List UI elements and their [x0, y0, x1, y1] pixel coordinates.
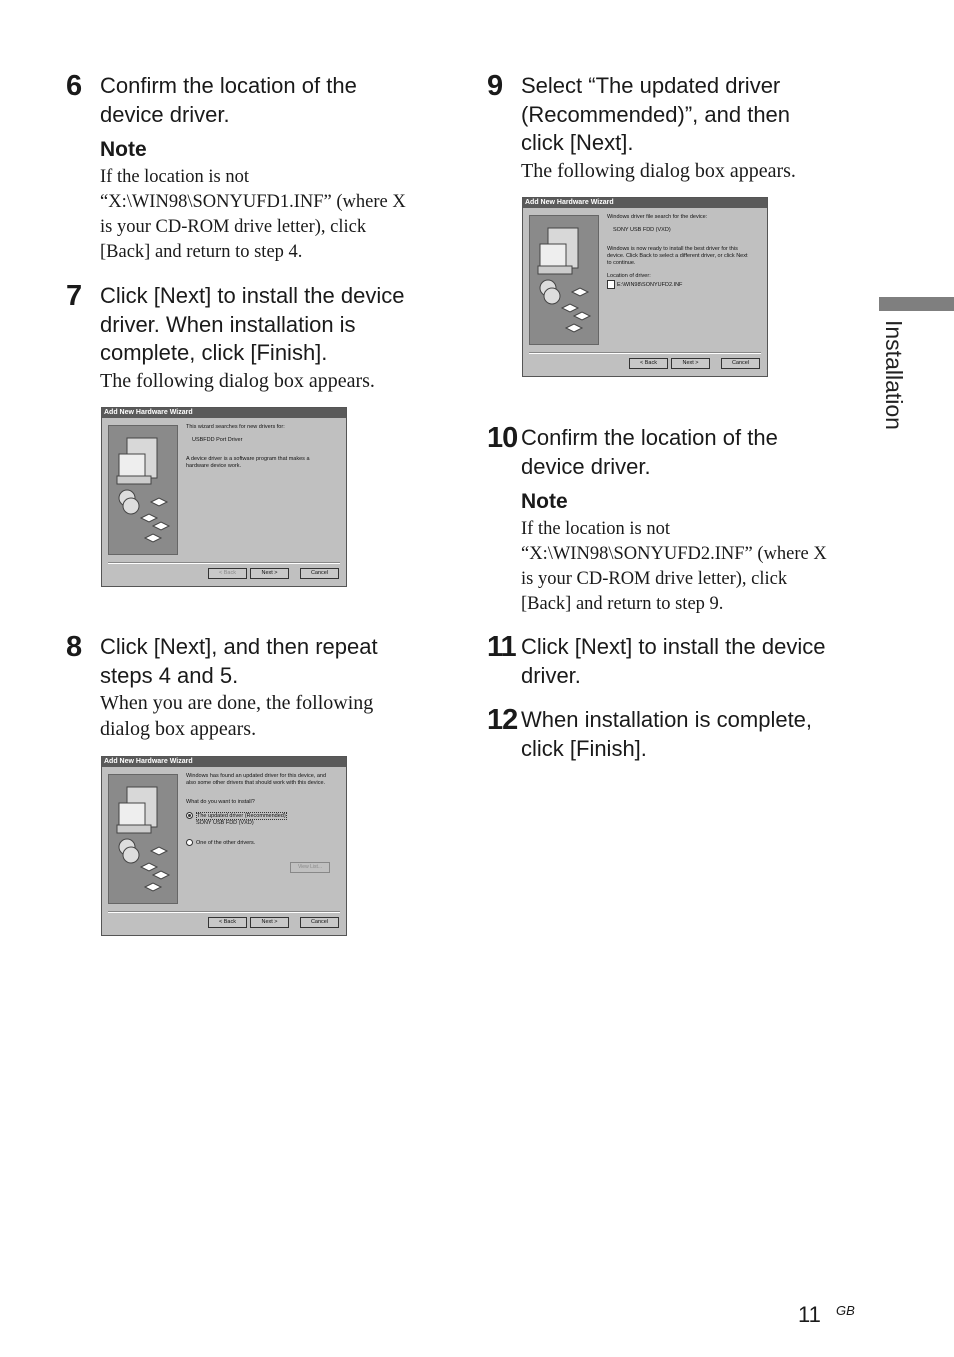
computer-illustration-icon	[529, 215, 599, 345]
divider	[108, 562, 340, 564]
step-body: The following dialog box appears.	[521, 159, 796, 182]
step-number: 7	[66, 280, 82, 312]
cancel-button[interactable]: Cancel	[300, 568, 339, 579]
page-number: 11	[798, 1302, 821, 1327]
step-heading: Click [Next] to install the device driver. When installation is complete, click [Finish].	[100, 283, 405, 365]
dialog-content: Windows driver file search for the device: SONY USB FDD (VXD) Windows is now ready to install the best driver for this device. Click Back to select a different driver, or click Next to continue. Location of driver: E:\WIN98\SONYUFD2.INF	[607, 214, 763, 289]
divider	[529, 352, 761, 354]
view-list-button[interactable]: View List...	[290, 862, 330, 873]
next-button[interactable]: Next >	[250, 568, 289, 579]
step-number: 9	[487, 70, 503, 102]
step-8	[66, 633, 436, 742]
step-12	[487, 706, 857, 763]
computer-illustration-icon	[108, 774, 178, 904]
next-button[interactable]: Next >	[671, 358, 710, 369]
step-number: 6	[66, 70, 82, 102]
dialog-title: Add New Hardware Wizard	[523, 198, 767, 208]
next-button[interactable]: Next >	[250, 917, 289, 928]
dialog-content: This wizard searches for new drivers for: USBFDD Port Driver A device driver is a software program that makes a hardware device work.	[186, 424, 310, 469]
step-heading: Select “The updated driver (Recommended)”, and then click [Next].	[521, 73, 791, 155]
step-11	[487, 633, 867, 690]
dialog-content: Windows has found an updated driver for this device, and also some other drivers that should work with this device. What do you want to install? The updated driver (Recommended) SONY USB FDD (VXD) One of the other drivers. View List...	[186, 773, 342, 847]
step-number: 10	[487, 422, 518, 454]
note-title: Note	[521, 490, 568, 513]
step-number: 11	[487, 631, 516, 663]
file-icon	[607, 280, 615, 289]
back-button[interactable]: < Back	[629, 358, 668, 369]
note-text: If the location is not “X:\WIN98\SONYUFD1.INF” (where X is your CD-ROM drive letter), click [Back] and return to step 4.	[100, 167, 406, 262]
note-title: Note	[100, 138, 147, 161]
step-9	[487, 72, 857, 184]
wizard-dialog-screenshot	[522, 197, 768, 377]
section-tab-bar	[879, 297, 954, 311]
step-number: 12	[487, 704, 518, 736]
step-6	[66, 72, 436, 265]
cancel-button[interactable]: Cancel	[721, 358, 760, 369]
wizard-dialog-screenshot	[101, 756, 347, 936]
page-suffix: GB	[836, 1303, 855, 1318]
radio-other-drivers[interactable]: One of the other drivers.	[186, 839, 342, 847]
step-body: The following dialog box appears.	[100, 369, 375, 392]
step-heading: Confirm the location of the device driver.	[521, 425, 778, 479]
driver-location: E:\WIN98\SONYUFD2.INF	[607, 280, 763, 289]
wizard-dialog-screenshot	[101, 407, 347, 587]
step-heading: When installation is complete, click [Finish].	[521, 707, 813, 761]
radio-selected-icon	[186, 812, 193, 819]
section-tab-label: Installation	[881, 320, 907, 430]
step-heading: Confirm the location of the device driver.	[100, 73, 357, 127]
step-10	[487, 424, 857, 617]
step-number: 8	[66, 631, 82, 663]
step-7	[66, 282, 446, 394]
dialog-title: Add New Hardware Wizard	[102, 757, 346, 767]
computer-illustration-icon	[108, 425, 178, 555]
radio-unselected-icon	[186, 839, 193, 846]
note-text: If the location is not “X:\WIN98\SONYUFD2.INF” (where X is your CD-ROM drive letter), click [Back] and return to step 9.	[521, 519, 827, 614]
step-heading: Click [Next] to install the device driver.	[521, 634, 826, 688]
cancel-button[interactable]: Cancel	[300, 917, 339, 928]
back-button[interactable]: < Back	[208, 917, 247, 928]
step-heading: Click [Next], and then repeat steps 4 and 5.	[100, 634, 378, 688]
back-button[interactable]: < Back	[208, 568, 247, 579]
divider	[108, 911, 340, 913]
dialog-title: Add New Hardware Wizard	[102, 408, 346, 418]
radio-updated-driver[interactable]: The updated driver (Recommended)	[186, 812, 342, 820]
step-body: When you are done, the following dialog box appears.	[100, 692, 374, 740]
